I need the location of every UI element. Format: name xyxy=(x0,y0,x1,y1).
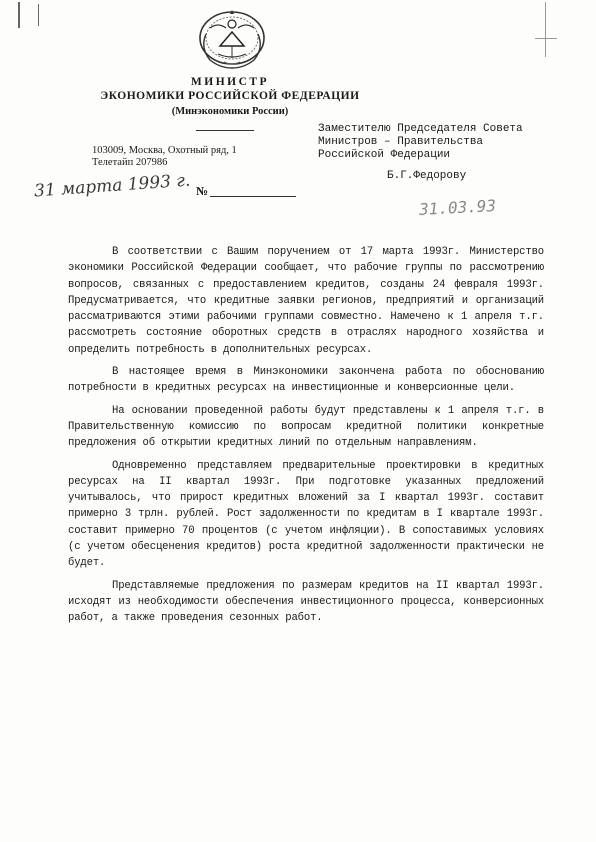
teletype-line: Телетайп 207986 xyxy=(92,157,168,168)
header-divider xyxy=(196,130,254,131)
body-paragraph: На основании проведенной работы будут представлены к 1 апреля т.г. в Правительственную комиссию по вопросам кредитной политики конкретные предложения об открытии кредитных линий по отдельным направлениям. xyxy=(68,404,544,450)
recipient-name: Б.Г.Федорову xyxy=(387,170,467,182)
registration-stamp-date: 31.03.93 xyxy=(418,195,497,220)
number-line xyxy=(210,196,296,197)
scan-mark xyxy=(38,4,39,26)
recipient-title-line: Российской Федерации xyxy=(318,149,451,161)
handwritten-date: 31 марта 1993 г. xyxy=(33,170,191,202)
ministry-short-name: (Минэкономики России) xyxy=(171,106,289,117)
ministry-name: ЭКОНОМИКИ РОССИЙСКОЙ ФЕДЕРАЦИИ xyxy=(100,90,360,102)
address-line: 103009, Москва, Охотный ряд, 1 xyxy=(92,145,237,156)
body-paragraph: Одновременно представляем предварительные проектировки в кредитных ресурсах на II квартал 1993г. При подготовке указанных предложений учитывалось, что прирост кредитных вложений за I квартал 1993г. составит примерно 3 трлн. рублей. Рост задолженности по кредитам в I квартале 1993г. составит примерно 70 процентов (с учетом инфляции). В сопоставимых условиях (с учетом обесценения кредитов) роста кредитной задолженности практически не будет. xyxy=(68,459,544,570)
body-paragraph: Представляемые предложения по размерам кредитов на II квартал 1993г. исходят из необходимости обеспечения инвестиционного процесса, конверсионных работ, а также проведения сезонных работ. xyxy=(68,579,544,625)
recipient-title-line: Министров – Правительства xyxy=(318,136,484,148)
number-sign: № xyxy=(196,184,209,198)
scan-mark xyxy=(18,2,20,28)
body-paragraph: В соответствии с Вашим поручением от 17 марта 1993г. Министерство экономики Российской Федерации сообщает, что рабочие группы по рассмотрению вопросов, связанных с предоставлением кредитов, созданы 24 февраля 1993г. Предусматривается, что кредитные заявки регионов, предприятий и организаций рассматриваются этими рабочими группами совместно. Намечено к 1 апреля т.г. рассмотреть состояние оборотных средств в отраслях народного хозяйства и определить потребность в дополнительных ресурсах. xyxy=(68,246,544,356)
ministry-address xyxy=(92,145,237,169)
scan-mark xyxy=(545,2,546,57)
recipient-title-line: Заместителю Председателя Совета xyxy=(318,123,523,135)
letter-body xyxy=(68,244,544,633)
recipient-block xyxy=(318,123,523,162)
scan-mark xyxy=(535,38,557,39)
body-paragraph: В настоящее время в Минэкономики закончена работа по обоснованию потребности в кредитных ресурсах на инвестиционные и конверсионные цели. xyxy=(68,366,544,395)
coat-of-arms-icon xyxy=(196,8,268,74)
ministry-title: МИНИСТР xyxy=(190,76,270,88)
